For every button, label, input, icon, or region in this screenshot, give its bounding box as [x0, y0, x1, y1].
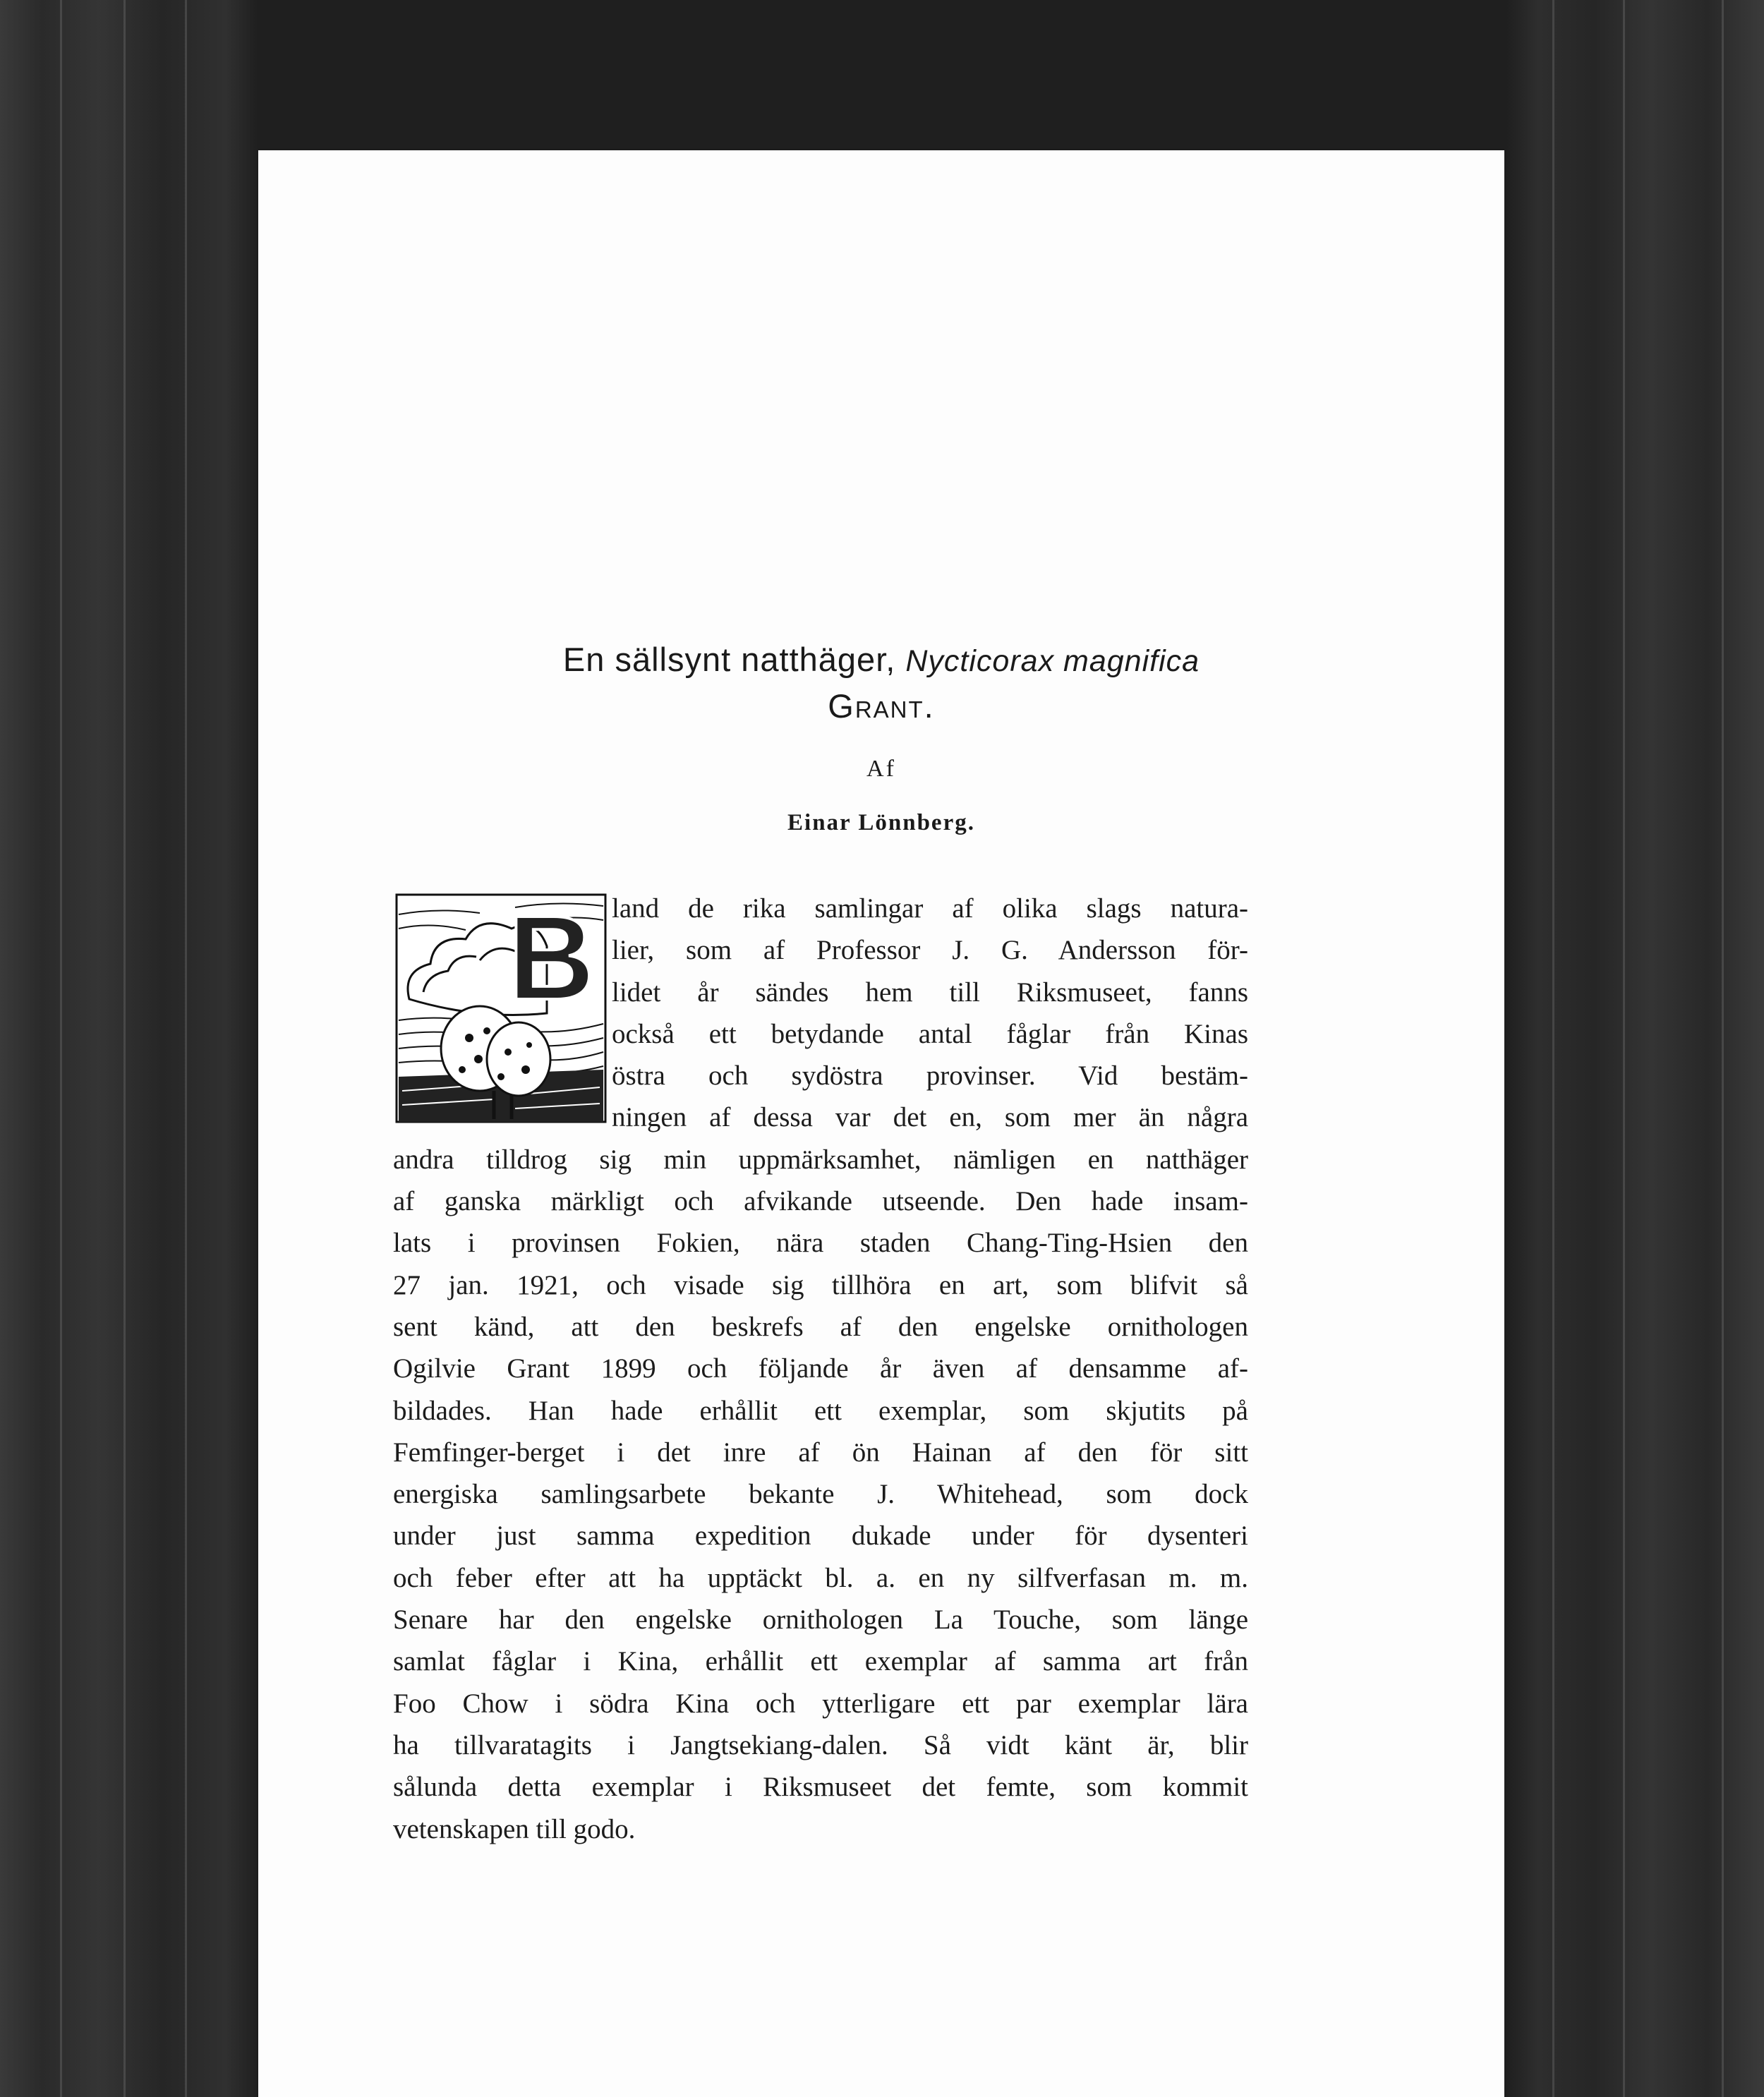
text-line: af ganska märkligt och afvikande utseende. Den hade insam-	[393, 1186, 1248, 1217]
author-name: Einar Lönnberg.	[787, 810, 975, 835]
text-line: bildades. Han hade erhållit ett exemplar, som skjutits på	[393, 1395, 1248, 1426]
text-line: Senare har den engelske ornithologen La Touche, som länge	[393, 1605, 1248, 1636]
text-line: ha tillvaratagits i Jangtsekiang-dalen. Så vidt känt är, blir	[393, 1729, 1248, 1760]
document-page	[258, 150, 1504, 2097]
body-text	[393, 888, 1248, 1850]
scan-streak	[1722, 0, 1724, 2097]
text-line: lats i provinsen Fokien, nära staden Chang-Ting-Hsien den	[393, 1228, 1248, 1259]
title-latin-name: Nycticorax magnifica	[905, 644, 1200, 678]
text-line: land de rika samlingar af olika slags natura-	[612, 893, 1248, 924]
text-line: vetenskapen till godo.	[393, 1813, 636, 1844]
text-line: sent känd, att den beskrefs af den engelske ornithologen	[393, 1311, 1248, 1342]
text-line: lier, som af Professor J. G. Andersson för-	[612, 935, 1248, 966]
text-line: under just samma expedition dukade under för dysenteri	[393, 1521, 1248, 1552]
scan-streak	[185, 0, 187, 2097]
scan-streak	[60, 0, 62, 2097]
initial-letter: B	[508, 893, 595, 1025]
title-main: En sällsynt natthäger,	[562, 641, 906, 678]
text-line: samlat fåglar i Kina, erhållit ett exemplar af samma art från	[393, 1646, 1248, 1677]
text-line: 27 jan. 1921, och visade sig tillhöra en art, som blifvit så	[393, 1269, 1248, 1300]
text-line: också ett betydande antal fåglar från Kinas	[612, 1018, 1248, 1049]
scan-streak	[1552, 0, 1554, 2097]
text-line: lidet år sändes hem till Riksmuseet, fanns	[612, 977, 1248, 1008]
article-title	[258, 637, 1504, 729]
text-line: sålunda detta exemplar i Riksmuseet det femte, som kommit	[393, 1772, 1248, 1803]
title-author-name: Grant.	[828, 687, 935, 725]
text-line: ningen af dessa var det en, som mer än några	[612, 1102, 1248, 1133]
scan-streak	[1623, 0, 1625, 2097]
text-line: och feber efter att ha upptäckt bl. a. en ny silfverfasan m. m.	[393, 1562, 1248, 1593]
text-line: Femfinger-berget i det inre af ön Hainan af den för sitt	[393, 1437, 1248, 1468]
text-line: andra tilldrog sig min uppmärksamhet, nämligen en natthäger	[393, 1144, 1248, 1175]
text-line: Foo Chow i södra Kina och ytterligare ett par exemplar lära	[393, 1688, 1248, 1719]
scan-streak	[123, 0, 126, 2097]
text-line: energiska samlingsarbete bekante J. Whitehead, som dock	[393, 1479, 1248, 1510]
byline-prefix: Af	[866, 756, 896, 782]
text-line: Ogilvie Grant 1899 och följande år även af densamme af-	[393, 1353, 1248, 1384]
text-line: östra och sydöstra provinser. Vid bestäm-	[612, 1060, 1248, 1092]
